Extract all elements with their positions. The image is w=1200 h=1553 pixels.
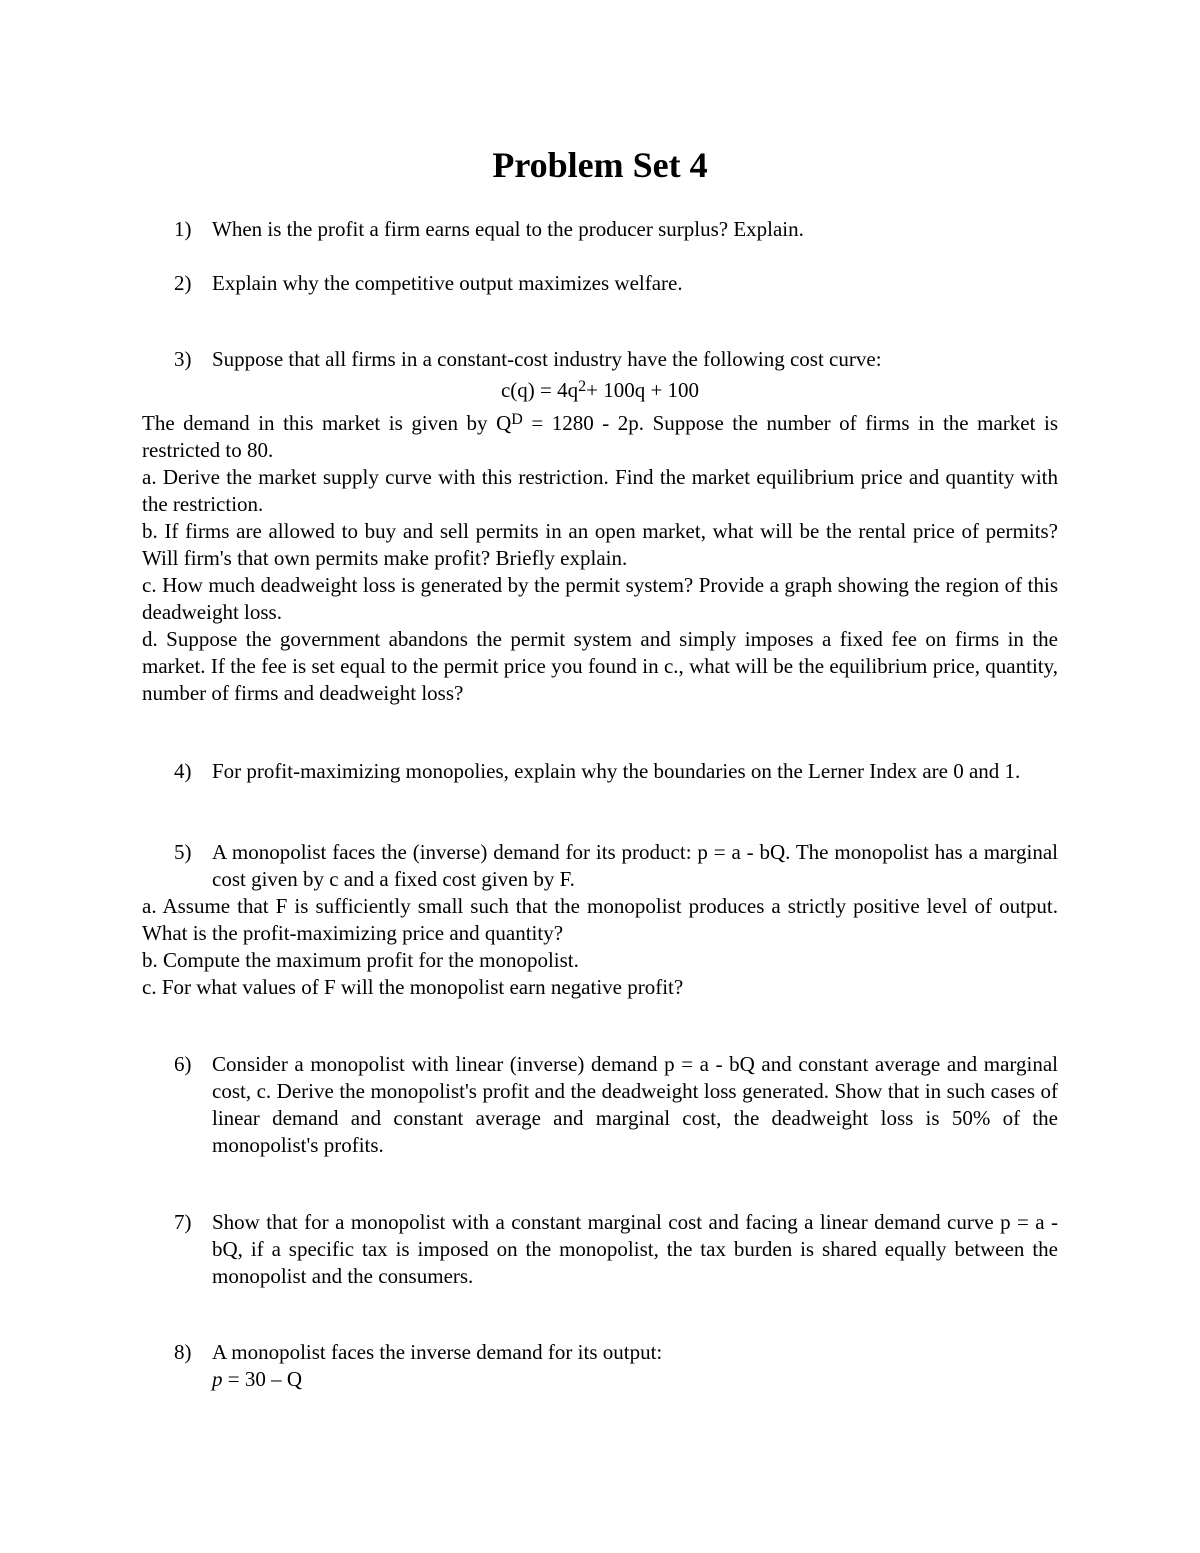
- demand-text-post: = 1280 - 2p. Suppose the number of firms in the market is restricted to 80.: [142, 411, 1058, 462]
- question-text: Suppose that all firms in a constant-cost industry have the following cost curve:: [212, 347, 882, 371]
- inverse-demand-rest: = 30 – Q: [222, 1367, 303, 1391]
- cost-equation-exponent: 2: [578, 378, 587, 395]
- question-text: Consider a monopolist with linear (inverse) demand p = a - bQ and constant average and marginal cost, c. Derive the monopolist's profit and the deadweight loss generated. Show that in such cases of linear demand and constant average and marginal cost, the deadweight loss is 50% of the monopolist's profits.: [212, 1052, 1058, 1157]
- demand-text-pre: The demand in this market is given by Q: [142, 411, 512, 435]
- question-6: [174, 1051, 1058, 1159]
- question-3-part-c: c. How much deadweight loss is generated by the permit system? Provide a graph showing the region of this deadweight loss.: [142, 573, 1058, 624]
- question-number: 2): [174, 271, 192, 295]
- question-5-part-b: b. Compute the maximum profit for the monopolist.: [142, 948, 579, 972]
- question-8: [174, 1339, 1058, 1393]
- question-5-part-a: a. Assume that F is sufficiently small such that the monopolist produces a strictly positive level of output. What is the profit-maximizing price and quantity?: [142, 894, 1058, 945]
- question-3-part-a: a. Derive the market supply curve with this restriction. Find the market equilibrium price and quantity with the restriction.: [142, 465, 1058, 516]
- question-text: Explain why the competitive output maximizes welfare.: [212, 271, 683, 295]
- price-variable: p: [212, 1367, 223, 1391]
- question-5-part-c: c. For what values of F will the monopolist earn negative profit?: [142, 975, 684, 999]
- question-number: 3): [174, 347, 192, 371]
- question-3-part-b: b. If firms are allowed to buy and sell permits in an open market, what will be the rental price of permits? Will firm's that own permits make profit? Briefly explain.: [142, 519, 1058, 570]
- demand-statement: [142, 410, 1058, 464]
- question-2: [174, 270, 1058, 297]
- question-number: 7): [174, 1210, 192, 1234]
- question-number: 5): [174, 840, 192, 864]
- cost-equation: [0, 377, 1200, 404]
- question-text: A monopolist faces the inverse demand for its output:: [212, 1340, 663, 1364]
- question-5: [174, 839, 1058, 893]
- question-number: 6): [174, 1052, 192, 1076]
- question-3-part-d: d. Suppose the government abandons the permit system and simply imposes a fixed fee on firms in the market. If the fee is set equal to the permit price you found in c., what will be the equilibrium price, quantity, number of firms and deadweight loss?: [142, 627, 1058, 705]
- inverse-demand-equation: [212, 1366, 1058, 1393]
- question-number: 1): [174, 217, 192, 241]
- cost-equation-base: c(q) = 4q: [500, 378, 579, 402]
- question-text: Show that for a monopolist with a constant marginal cost and facing a linear demand curve p = a - bQ, if a specific tax is imposed on the monopolist, the tax burden is shared equally between the monopolist and the consumers.: [212, 1210, 1058, 1288]
- question-text: When is the profit a firm earns equal to the producer surplus? Explain.: [212, 217, 804, 241]
- cost-equation-rest: + 100q + 100: [586, 378, 700, 402]
- question-1: [174, 216, 1058, 243]
- question-text: For profit-maximizing monopolies, explain why the boundaries on the Lerner Index are 0 and 1.: [212, 759, 1021, 783]
- demand-superscript: D: [511, 411, 523, 428]
- question-text: A monopolist faces the (inverse) demand for its product: p = a - bQ. The monopolist has a marginal cost given by c and a fixed cost given by F.: [212, 840, 1058, 891]
- question-number: 4): [174, 759, 192, 783]
- question-3: [174, 346, 1058, 373]
- question-number: 8): [174, 1340, 192, 1364]
- question-4: [174, 758, 1058, 785]
- question-7: [174, 1209, 1058, 1290]
- page-title: Problem Set 4: [492, 145, 708, 185]
